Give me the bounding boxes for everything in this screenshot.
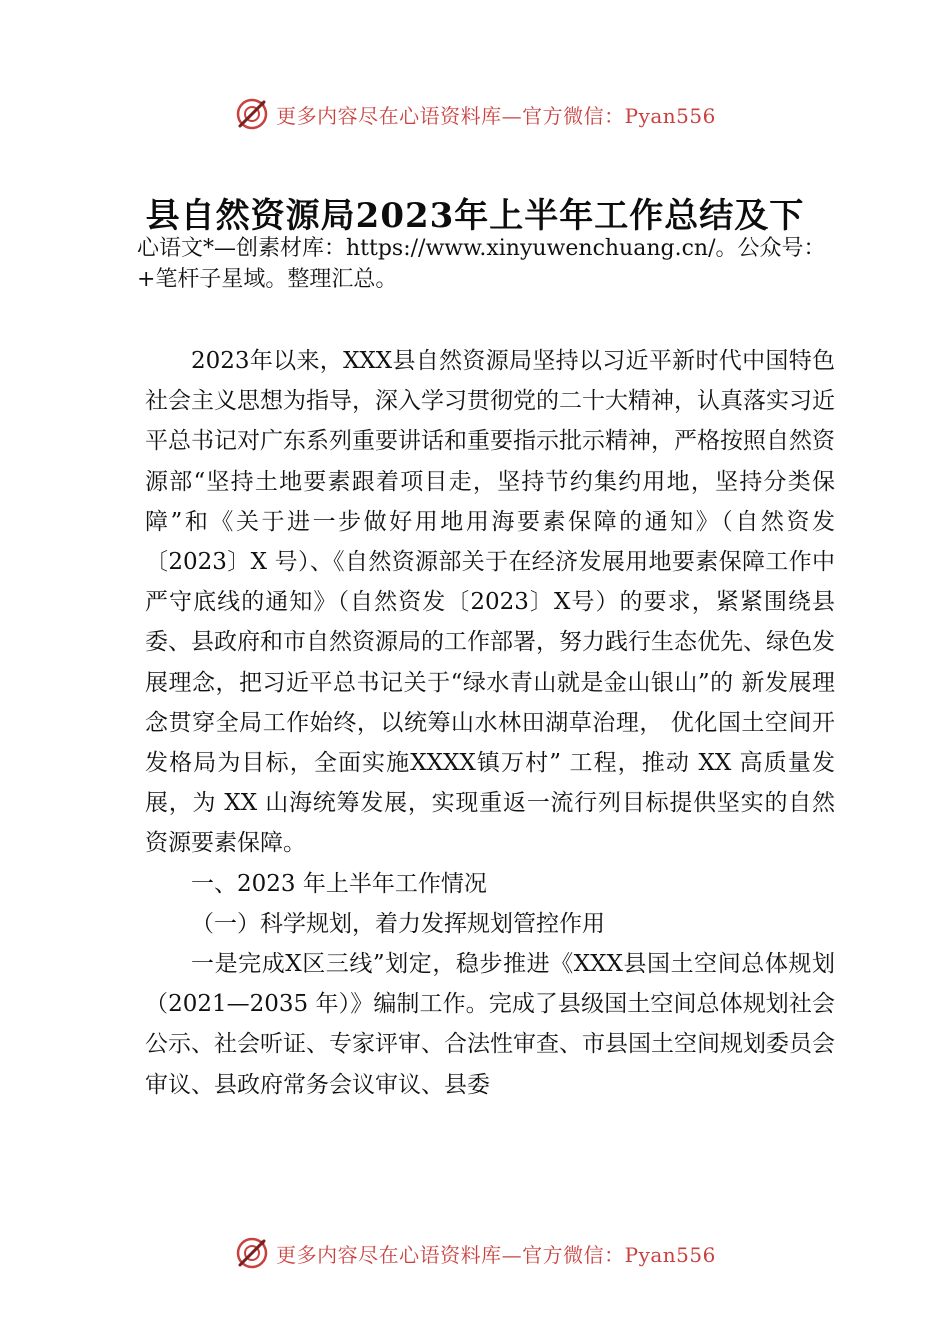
header-banner bbox=[0, 94, 950, 134]
section-heading: 一、2023 年上半年工作情况 bbox=[191, 870, 487, 897]
source-note: 心语文*—创素材库：https://www.xinyuwenchuang.cn/。公众号：+笔杆子星域。整理汇总。 bbox=[137, 236, 826, 292]
page-title: 县自然资源局2023年上半年工作总结及下 bbox=[145, 196, 805, 236]
banner-text: 更多内容尽在心语资料库—官方微信：Pyan556 bbox=[276, 103, 716, 128]
logo-icon bbox=[234, 96, 270, 132]
paragraph: 2023年以来，XXX县自然资源局坚持以习近平新时代中国特色社会主义思想为指导，深入学习贯彻党的二十大精神，认真落实习近平总书记对广东系列重要讲话和重要指示批示精神，严格按照自然资源部“坚持土地要素跟着项目走，坚持节约集约用地，坚持分类保障”和《关于进一步做好用地用海要素保障的通知》（自然资发〔2023〕X 号）、《自然资源部关于在经济发展用地要素保障工作中严守底线的通知》（自然资发〔2023〕X号）的要求，紧紧围绕县委、县政府和市自然资源局的工作部署，努力践行生态优先、绿色发 展理念，把习近平总书记关于“绿水青山就是金山银山”的 新发展理念贯穿全局工作始终，以统筹山水林田湖草治理， 优化国土空间开发格局为目标，全面实施XXXX镇万村” 工程，推动 XX 高质量发展，为 XX 山海统筹发展，实现重返一流行列目标提供坚实的自然资源要素保障。 bbox=[145, 348, 835, 857]
banner-text: 更多内容尽在心语资料库—官方微信：Pyan556 bbox=[276, 1242, 716, 1267]
logo-icon bbox=[234, 1235, 270, 1271]
footer-banner bbox=[0, 1233, 950, 1273]
subsection-heading: （一）科学规划，着力发挥规划管控作用 bbox=[191, 910, 605, 937]
document-body bbox=[145, 341, 835, 1105]
paragraph: 一是完成X区三线”划定，稳步推进《XXX县国土空间总体规划（2021—2035 年）》编制工作。完成了县级国土空间总体规划社会公示、社会听证、专家评审、合法性审查、市县国土空间规划委员会审议、县政府常务会议审议、县委 bbox=[145, 951, 835, 1098]
